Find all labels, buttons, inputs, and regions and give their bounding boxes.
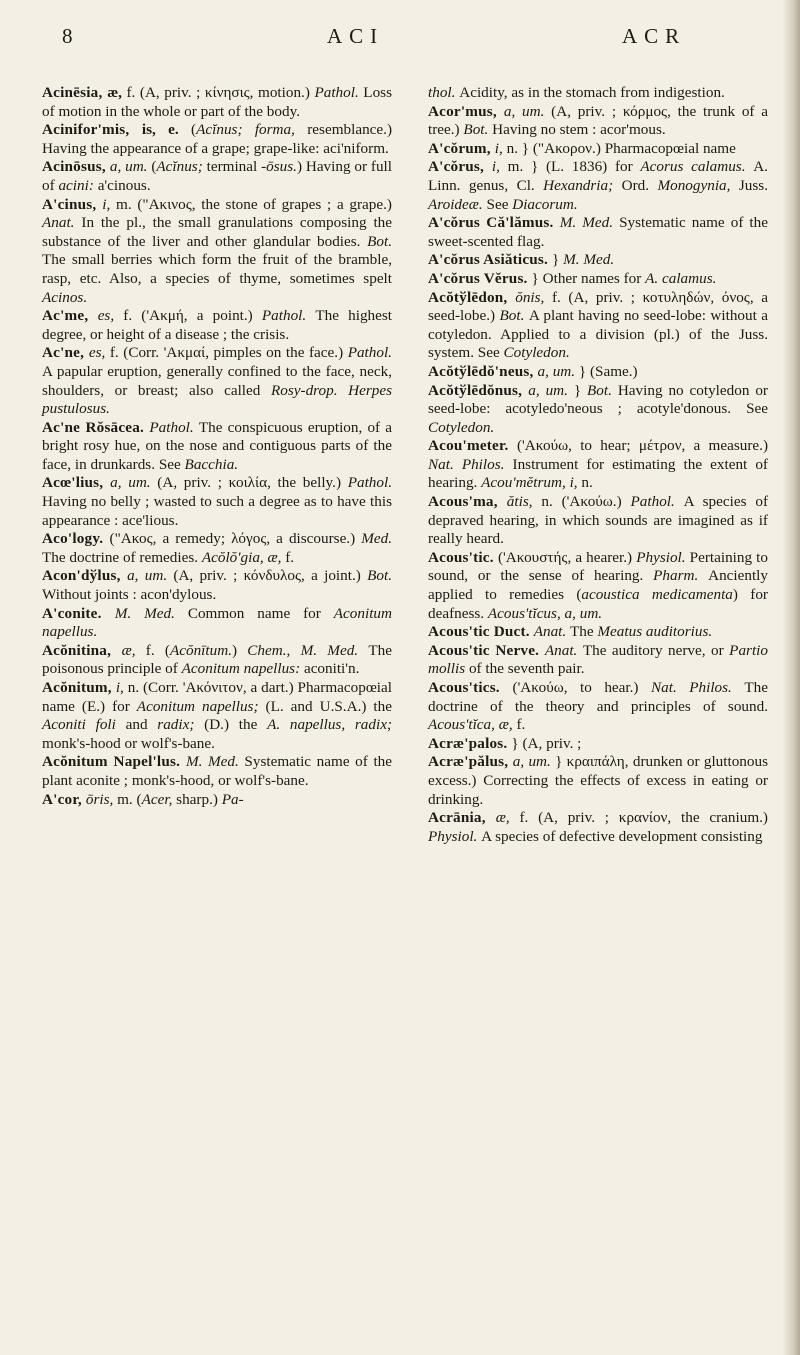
entry-text: a'cinous. <box>97 176 151 194</box>
entry-italic-text: Aconitum napellus: <box>181 660 304 678</box>
headword: Acræ'palos. <box>428 734 512 752</box>
entry-italic-text: Aconitum napellus. <box>42 604 392 641</box>
entry-italic-text: i, <box>102 195 116 213</box>
headword: Acræ'pălus, <box>428 753 513 771</box>
entry-italic-text: ŏnis, <box>515 288 552 306</box>
entry-text: ("Ακος, a remedy; λόγος, a discourse.) <box>109 530 362 548</box>
dictionary-entry <box>42 530 392 567</box>
entry-italic-text: Hexandria; <box>543 176 622 194</box>
dictionary-entry <box>428 84 768 103</box>
entry-italic-text: Aroideæ. <box>428 195 487 213</box>
dictionary-entry <box>428 735 768 754</box>
entry-text: A species of defective development consisting <box>481 827 763 845</box>
entry-bold-text: is, e. <box>141 121 192 139</box>
entry-bold-text: æ, <box>107 84 127 101</box>
entry-text: f. <box>285 548 295 566</box>
entry-italic-text: ōris, <box>85 790 118 808</box>
entry-text: Acidity, as in the stomach from indigestion. <box>459 84 725 101</box>
entry-text: ('Ακούω, to hear; μέτρον, a measure.) <box>516 437 768 455</box>
dictionary-entry <box>42 419 392 475</box>
dictionary-entry <box>428 623 768 642</box>
entry-text: A. Linn. genus, Cl. <box>428 158 768 194</box>
entry-italic-text: a, um. <box>512 753 556 771</box>
entry-italic-text: Pathol. <box>630 493 684 511</box>
entry-italic-text: Anat. <box>533 623 570 641</box>
entry-italic-text: Pharm. <box>653 567 709 585</box>
entry-text: (D.) the <box>204 716 268 734</box>
dictionary-entry <box>42 84 392 121</box>
entry-italic-text: æ, <box>495 809 520 827</box>
entry-italic-text: radix; <box>157 716 205 734</box>
dictionary-entry <box>428 437 768 493</box>
entry-italic-text: Acer, <box>141 790 177 808</box>
entry-text: n. ('Ακούω.) <box>541 493 631 511</box>
headword: A'cŏrus, <box>428 158 492 176</box>
guide-word-left: ACI <box>327 24 385 48</box>
dictionary-entry <box>428 753 768 809</box>
running-header <box>62 24 772 54</box>
entry-text: In the pl., the small granulations composing the substance of the liver and other glandular bodies. <box>42 214 393 250</box>
dictionary-entry <box>428 382 768 438</box>
entry-italic-text: a, um. <box>537 362 579 380</box>
entry-text: aconiti'n. <box>303 660 360 678</box>
entry-text: Common name for <box>187 604 334 622</box>
entry-italic-text: Pathol. <box>149 418 199 436</box>
dictionary-entry <box>428 289 768 363</box>
entry-italic-text: Pathol. <box>347 474 392 492</box>
entry-italic-text: Pathol. <box>347 344 392 362</box>
dictionary-entry <box>42 196 392 308</box>
headword: A'cŏrus Vĕrus. <box>428 269 532 287</box>
entry-text: ) for deafness. <box>428 586 768 622</box>
entry-text: Juss. <box>738 176 768 194</box>
entry-italic-text: Partio mollis <box>428 641 768 678</box>
headword: Acor'mus, <box>428 102 504 120</box>
entry-text: Without joints : acon'dylous. <box>42 586 217 604</box>
entry-text: f. ( <box>145 641 170 659</box>
entry-text: ) Having or full of <box>42 158 392 194</box>
entry-italic-text: M. Med. <box>114 604 188 622</box>
entry-italic-text: thol. <box>428 84 460 101</box>
entry-italic-text: es, <box>97 307 124 325</box>
entry-italic-text: es, <box>88 344 110 362</box>
entry-text: (A, priv. ; κοιλία, the belly.) <box>157 474 348 492</box>
entry-text: } <box>552 251 564 269</box>
entry-italic-text: Acĭnus; forma, <box>196 121 308 139</box>
entry-italic-text: M. Med. <box>559 214 620 232</box>
dictionary-entry <box>428 103 768 140</box>
dictionary-entry <box>428 679 768 735</box>
entry-italic-text: -ōsus. <box>261 158 297 176</box>
entry-text: Ord. <box>621 176 658 194</box>
dictionary-entry <box>428 363 768 382</box>
entry-italic-text: a, um. <box>503 102 552 120</box>
entry-italic-text: Bot. <box>463 121 493 139</box>
entry-text: The doctrine of the theory and principles of sound. <box>428 679 768 715</box>
entry-text: resemblance.) Having the appearance of a grape; grape-like: aci'niform. <box>42 121 392 157</box>
entry-italic-text: Cotyledon. <box>428 418 495 436</box>
entry-text: Loss of motion in the whole or part of the body. <box>42 84 392 120</box>
entry-text: monk's-hood or wolf's-bane. <box>42 734 215 752</box>
entry-text: (L. and U.S.A.) the <box>265 697 392 715</box>
entry-italic-text: Chem., M. Med. <box>247 641 369 659</box>
entry-text: The doctrine of remedies. <box>42 548 202 566</box>
entry-text: } κραιπάλη, drunken or gluttonous excess.) Correcting the effects of excess in eating or drinking. <box>428 753 768 808</box>
entry-italic-text: M. Med. <box>185 753 245 771</box>
headword: Acŏtўlēdŏnus, <box>428 381 529 399</box>
entry-italic-text: Acous'tĭcus, a, um. <box>487 604 603 622</box>
entry-text: } Other names for <box>531 269 646 287</box>
dictionary-entry <box>428 214 768 251</box>
entry-text: The auditory nerve, or <box>582 641 730 659</box>
entry-text: } (A, priv. ; <box>511 734 582 752</box>
entry-text: of the seventh pair. <box>468 660 585 678</box>
left-column <box>42 84 392 809</box>
entry-text: (A, priv. ; κόρμος, the trunk of a tree.) <box>428 102 768 139</box>
entry-text: Instrument for estimating the extent of hearing. <box>428 455 768 492</box>
entry-italic-text: Acou'mĕtrum, i, <box>481 474 582 492</box>
dictionary-entry <box>428 642 768 679</box>
entry-italic-text: A. calamus. <box>645 269 717 287</box>
entry-text: } (Same.) <box>578 362 638 380</box>
entry-text: sharp.) <box>176 790 222 808</box>
entry-italic-text: Nat. Philos. <box>651 679 745 696</box>
entry-text: f. (A, priv. ; κοτυληδών, όνος, a seed-lobe.) <box>428 288 768 325</box>
entry-italic-text: Bot. <box>367 232 392 250</box>
entry-text: The small berries which form the fruit of the bramble, rasp, etc. Also, a species of thyme, sometimes spelt <box>42 251 392 287</box>
headword: Acŏtўlēdon, <box>428 288 516 306</box>
entry-text: See <box>486 195 513 213</box>
dictionary-entry <box>428 549 768 623</box>
entry-text: m. ("Ακινος, the stone of grapes ; a grape.) <box>116 195 392 213</box>
headword: Ac'me, <box>42 307 98 325</box>
headword: A'conite. <box>42 604 115 622</box>
headword: A'cinus, <box>42 195 103 213</box>
entry-italic-text: Acŏnītum. <box>169 641 232 659</box>
dictionary-entry <box>42 642 392 679</box>
entry-italic-text: Bot. <box>367 567 392 585</box>
headword: A'cŏrum, <box>428 139 495 157</box>
headword: Acon'dўlus, <box>42 567 128 585</box>
entry-italic-text: Acĭnus; <box>156 158 207 176</box>
right-column <box>428 84 768 846</box>
entry-text: n. <box>581 474 593 492</box>
entry-text: f. ('Ακμή, a point.) <box>123 307 262 325</box>
headword: Acous'ma, <box>428 493 507 511</box>
entry-text: ( <box>151 158 157 176</box>
dictionary-entry <box>42 158 392 195</box>
dictionary-entry <box>42 307 392 344</box>
headword: Acinifor'mis, <box>42 121 142 139</box>
entry-italic-text: Pathol. <box>261 307 316 325</box>
entry-text: f. (A, priv. ; κίνησις, motion.) <box>126 84 315 101</box>
dictionary-entry <box>428 809 768 846</box>
entry-italic-text: Acorus calamus. <box>640 158 754 176</box>
entry-italic-text: Anat. <box>42 214 82 232</box>
dictionary-entry <box>428 251 768 270</box>
dictionary-entry <box>428 270 768 289</box>
dictionary-entry <box>428 158 768 214</box>
headword: A'cor, <box>42 790 86 808</box>
entry-italic-text: Monogynia, <box>657 176 739 194</box>
entry-italic-text: Anat. <box>544 641 583 659</box>
dictionary-entry <box>42 567 392 604</box>
dictionary-entry <box>428 140 768 159</box>
entry-text: The highest degree, or height of a disease ; the crisis. <box>42 307 393 343</box>
entry-text: The <box>569 623 598 641</box>
entry-text: and <box>125 716 158 734</box>
headword: Acous'tic Nerve. <box>428 641 545 659</box>
entry-italic-text: æ, <box>121 641 146 659</box>
entry-italic-text: ătis, <box>506 493 542 511</box>
headword: Acŏnitum, <box>42 679 116 696</box>
entry-italic-text: Rosy-drop. Herpes pustulosus. <box>42 381 392 418</box>
entry-text: ('Ακούω, to hear.) <box>512 679 651 696</box>
entry-text: The poisonous principle of <box>42 641 392 678</box>
entry-text: ) <box>231 641 248 659</box>
entry-italic-text: Pathol. <box>314 84 364 101</box>
headword: Ac'ne, <box>42 344 89 362</box>
entry-italic-text: Physiol. <box>428 827 482 845</box>
entry-text: Having no belly ; wasted to such a degree as to have this appearance : ace'lious. <box>42 493 392 529</box>
entry-text: A plant having no seed-lobe: without a cotyledon. Applied to a division (pl.) of the Juss. system. See <box>428 307 768 362</box>
headword: Acous'tic. <box>428 548 498 566</box>
entry-text: f. (A, priv. ; κρανίον, the cranium.) <box>519 809 768 827</box>
headword: A'cŏrus Că'lămus. <box>428 214 560 232</box>
headword: Acinēsia, <box>42 84 108 101</box>
entry-text: Having no stem : acor'mous. <box>492 121 666 139</box>
headword: Acŏnitum Napel'lus. <box>42 753 186 771</box>
entry-text: n. (Corr. 'Ακόνιτον, a dart.) Pharmacopœial name (E.) for <box>42 679 392 715</box>
headword: Acinōsus, <box>42 158 110 176</box>
entry-text: terminal <box>206 158 262 176</box>
entry-italic-text: i, <box>115 679 128 696</box>
entry-italic-text: acoustica medicamenta <box>581 586 733 604</box>
entry-text: } <box>573 381 588 399</box>
entry-text: A species of depraved hearing, in which sounds are imagined as if really heard. <box>428 493 769 548</box>
entry-text: f. (Corr. 'Ακμαί, pimples on the face.) <box>109 344 348 362</box>
entry-italic-text: Pa- <box>221 790 244 808</box>
dictionary-entry <box>42 753 392 790</box>
dictionary-entry <box>42 679 392 753</box>
entry-italic-text: Bacchia. <box>184 455 239 473</box>
dictionary-entry <box>42 121 392 158</box>
entry-text: Pertaining to sound, or the sense of hearing. <box>428 548 768 585</box>
entry-italic-text: i, <box>491 158 508 176</box>
headword: A'cŏrus Asiăticus. <box>428 251 553 269</box>
headword: Acŏtўlēdŏ'neus, <box>428 362 538 380</box>
headword: Acŏnitina, <box>42 641 122 659</box>
entry-italic-text: Aconitum napellus; <box>136 697 266 715</box>
dictionary-entry <box>42 474 392 530</box>
page-edge-shadow <box>782 0 800 1355</box>
entry-text: The conspicuous eruption, of a bright rosy hue, on the nose and contiguous parts of the face, in drunkards. See <box>42 418 393 473</box>
entry-italic-text: Acous'tĭca, æ, <box>428 716 517 734</box>
entry-text: ( <box>191 121 197 139</box>
entry-italic-text: a, um. <box>127 567 174 585</box>
entry-italic-text: M. Med. <box>563 251 615 269</box>
entry-italic-text: a, um. <box>528 381 574 399</box>
entry-italic-text: Bot. <box>499 307 529 325</box>
entry-italic-text: a, um. <box>110 474 158 492</box>
entry-italic-text: Physiol. <box>636 548 690 566</box>
headword: Acou'meter. <box>428 437 517 455</box>
entry-italic-text: acini: <box>58 176 98 194</box>
entry-italic-text: Aconiti foli <box>42 716 126 734</box>
entry-text: m. } (L. 1836) for <box>507 158 641 176</box>
entry-text: m. ( <box>117 790 142 808</box>
entry-text: ('Ακουστής, a hearer.) <box>498 548 637 566</box>
entry-italic-text: Nat. Philos. <box>428 455 513 473</box>
entry-text: Anciently applied to remedies ( <box>428 567 768 604</box>
entry-italic-text: Acinos. <box>42 288 88 306</box>
dictionary-entry <box>42 605 392 642</box>
headword: Ac'ne Rŏsācea. <box>42 418 150 436</box>
entry-italic-text: i, <box>494 139 507 157</box>
entry-italic-text: A. napellus, radix; <box>267 716 392 734</box>
entry-italic-text: Cotyledon. <box>503 344 570 362</box>
dictionary-entry <box>42 344 392 418</box>
page-number: 8 <box>62 24 73 48</box>
entry-text: Having no cotyledon or seed-lobe: acotyledo'neous ; acotyle'donous. See <box>428 381 768 418</box>
guide-word-right: ACR <box>622 24 687 48</box>
headword: Acous'tics. <box>428 679 513 696</box>
entry-text: f. <box>516 716 526 734</box>
entry-text: Systematic name of the plant aconite ; monk's-hood, or wolf's-bane. <box>42 753 393 789</box>
headword: Acous'tic Duct. <box>428 623 534 641</box>
dictionary-entry <box>428 493 768 549</box>
entry-italic-text: a, um. <box>109 158 152 176</box>
entry-italic-text: Med. <box>361 530 392 548</box>
entry-text: A papular eruption, generally confined to the face, neck, shoulders, or breast; also called <box>42 362 392 399</box>
entry-italic-text: Acŏlŏ'gia, æ, <box>201 548 286 566</box>
entry-text: (A, priv. ; κόνδυλος, a joint.) <box>173 567 368 585</box>
entry-italic-text: Bot. <box>587 381 618 399</box>
headword: Aco'logy. <box>42 530 110 548</box>
entry-italic-text: Diacorum. <box>512 195 578 213</box>
entry-text: Systematic name of the sweet-scented flag. <box>428 214 768 250</box>
entry-italic-text: Meatus auditorius. <box>597 623 713 641</box>
dictionary-entry <box>42 791 392 810</box>
headword: Acrānia, <box>428 809 496 827</box>
entry-text: n. } ("Ακορον.) Pharmacopœial name <box>506 139 736 157</box>
headword: Acœ'lius, <box>42 474 111 492</box>
